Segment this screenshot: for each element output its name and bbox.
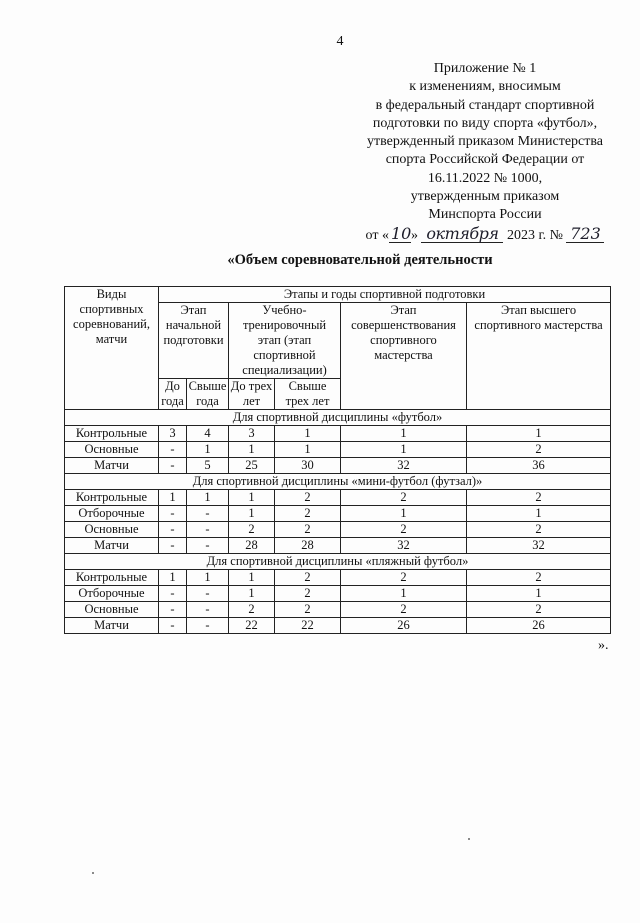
row-type: Контрольные bbox=[65, 426, 159, 442]
header-stage-higher: Этап высшего спортивного мастерства bbox=[467, 303, 611, 410]
table-row bbox=[65, 602, 611, 618]
cell: 1 bbox=[467, 426, 611, 442]
cell: 3 bbox=[159, 426, 187, 442]
competition-volume-table bbox=[64, 286, 611, 634]
cell: 2 bbox=[467, 442, 611, 458]
table-row bbox=[65, 442, 611, 458]
cell: 5 bbox=[187, 458, 229, 474]
header-stage-initial: Этап начальной подготовки bbox=[159, 303, 229, 379]
handwritten-order-number: 723 bbox=[566, 226, 604, 243]
cell: 22 bbox=[275, 618, 341, 634]
cell: - bbox=[159, 458, 187, 474]
header-over-year: Свыше года bbox=[187, 379, 229, 410]
cell: 1 bbox=[159, 570, 187, 586]
cell: 2 bbox=[467, 602, 611, 618]
cell: 2 bbox=[229, 522, 275, 538]
cell: - bbox=[159, 602, 187, 618]
cell: 25 bbox=[229, 458, 275, 474]
cell: - bbox=[159, 442, 187, 458]
order-date-quote: » bbox=[410, 227, 418, 243]
row-type: Контрольные bbox=[65, 570, 159, 586]
appendix-block bbox=[340, 60, 630, 245]
row-type: Матчи bbox=[65, 618, 159, 634]
header-up-to-year: До года bbox=[159, 379, 187, 410]
cell: 1 bbox=[187, 490, 229, 506]
cell: 2 bbox=[275, 586, 341, 602]
cell: 1 bbox=[341, 586, 467, 602]
cell: 2 bbox=[467, 522, 611, 538]
appendix-line: утвержденный приказом Министерства bbox=[366, 134, 604, 150]
table-row bbox=[65, 490, 611, 506]
cell: 28 bbox=[275, 538, 341, 554]
table-row bbox=[65, 538, 611, 554]
cell: 1 bbox=[229, 490, 275, 506]
cell: 1 bbox=[187, 570, 229, 586]
cell: 2 bbox=[341, 522, 467, 538]
handwritten-month: октября bbox=[421, 226, 503, 243]
discipline-heading: Для спортивной дисциплины «пляжный футбол» bbox=[65, 554, 611, 570]
scan-speck bbox=[468, 838, 470, 840]
cell: 1 bbox=[341, 442, 467, 458]
cell: 1 bbox=[229, 586, 275, 602]
row-type: Основные bbox=[65, 602, 159, 618]
appendix-line: утвержденным приказом bbox=[410, 189, 560, 205]
discipline-row bbox=[65, 474, 611, 490]
row-type: Основные bbox=[65, 522, 159, 538]
cell: 2 bbox=[467, 570, 611, 586]
cell: 2 bbox=[467, 490, 611, 506]
row-type: Матчи bbox=[65, 538, 159, 554]
cell: 1 bbox=[229, 506, 275, 522]
header-over-three-years: Свыше трех лет bbox=[275, 379, 341, 410]
appendix-line: спорта Российской Федерации от bbox=[385, 152, 585, 168]
table-row bbox=[65, 618, 611, 634]
appendix-line: Приложение № 1 bbox=[433, 61, 537, 76]
row-type: Матчи bbox=[65, 458, 159, 474]
order-date-prefix: от « bbox=[365, 227, 389, 243]
cell: - bbox=[187, 506, 229, 522]
row-type: Основные bbox=[65, 442, 159, 458]
cell: 1 bbox=[159, 490, 187, 506]
cell: 2 bbox=[341, 602, 467, 618]
header-stages-group: Этапы и годы спортивной подготовки bbox=[159, 287, 611, 303]
cell: 4 bbox=[187, 426, 229, 442]
cell: - bbox=[159, 618, 187, 634]
table-row bbox=[65, 458, 611, 474]
row-type: Отборочные bbox=[65, 506, 159, 522]
cell: 1 bbox=[467, 586, 611, 602]
handwritten-day: 10 bbox=[390, 223, 412, 243]
scan-speck bbox=[92, 872, 94, 874]
cell: 2 bbox=[341, 570, 467, 586]
table-row bbox=[65, 586, 611, 602]
document-title: «Объем соревновательной деятельности bbox=[227, 252, 493, 268]
discipline-heading: Для спортивной дисциплины «мини-футбол (футзал)» bbox=[65, 474, 611, 490]
row-type: Отборочные bbox=[65, 586, 159, 602]
cell: 1 bbox=[187, 442, 229, 458]
cell: - bbox=[159, 522, 187, 538]
cell: 30 bbox=[275, 458, 341, 474]
cell: - bbox=[159, 538, 187, 554]
cell: - bbox=[159, 586, 187, 602]
cell: 1 bbox=[341, 506, 467, 522]
table-row bbox=[65, 506, 611, 522]
order-year: 2023 г. № bbox=[506, 227, 563, 243]
table-row bbox=[65, 426, 611, 442]
table-header-row bbox=[65, 287, 611, 303]
appendix-line: 16.11.2022 № 1000, bbox=[427, 170, 543, 186]
cell: 1 bbox=[467, 506, 611, 522]
appendix-line: в федеральный стандарт спортивной bbox=[375, 97, 595, 113]
cell: 32 bbox=[341, 458, 467, 474]
cell: - bbox=[187, 538, 229, 554]
cell: 22 bbox=[229, 618, 275, 634]
appendix-line: Минспорта России bbox=[428, 207, 542, 223]
closing-quote: ». bbox=[598, 638, 609, 653]
header-stage-improvement: Этап совершенствования спортивного мастерства bbox=[341, 303, 467, 410]
cell: - bbox=[159, 506, 187, 522]
discipline-row bbox=[65, 410, 611, 426]
cell: - bbox=[187, 522, 229, 538]
cell: 32 bbox=[341, 538, 467, 554]
discipline-heading: Для спортивной дисциплины «футбол» bbox=[65, 410, 611, 426]
cell: 2 bbox=[341, 490, 467, 506]
discipline-row bbox=[65, 554, 611, 570]
cell: 2 bbox=[275, 522, 341, 538]
cell: - bbox=[187, 618, 229, 634]
cell: 32 bbox=[467, 538, 611, 554]
cell: 2 bbox=[275, 506, 341, 522]
cell: 1 bbox=[341, 426, 467, 442]
order-date-line bbox=[340, 223, 630, 245]
appendix-line: подготовки по виду спорта «футбол», bbox=[372, 115, 598, 131]
cell: 36 bbox=[467, 458, 611, 474]
cell: 1 bbox=[275, 442, 341, 458]
header-competition-types: Виды спортивных соревнований, матчи bbox=[65, 287, 159, 410]
cell: 1 bbox=[229, 570, 275, 586]
cell: 2 bbox=[229, 602, 275, 618]
header-stage-training: Учебно-тренировочный этап (этап спортивной специализации) bbox=[229, 303, 341, 379]
page-number: 4 bbox=[336, 34, 344, 49]
cell: 2 bbox=[275, 570, 341, 586]
row-type: Контрольные bbox=[65, 490, 159, 506]
header-up-to-three-years: До трех лет bbox=[229, 379, 275, 410]
cell: 28 bbox=[229, 538, 275, 554]
cell: - bbox=[187, 602, 229, 618]
cell: 26 bbox=[467, 618, 611, 634]
cell: - bbox=[187, 586, 229, 602]
cell: 26 bbox=[341, 618, 467, 634]
table-row bbox=[65, 570, 611, 586]
cell: 3 bbox=[229, 426, 275, 442]
cell: 1 bbox=[275, 426, 341, 442]
cell: 2 bbox=[275, 602, 341, 618]
cell: 2 bbox=[275, 490, 341, 506]
table-row bbox=[65, 522, 611, 538]
cell: 1 bbox=[229, 442, 275, 458]
appendix-line: к изменениям, вносимым bbox=[409, 79, 561, 95]
